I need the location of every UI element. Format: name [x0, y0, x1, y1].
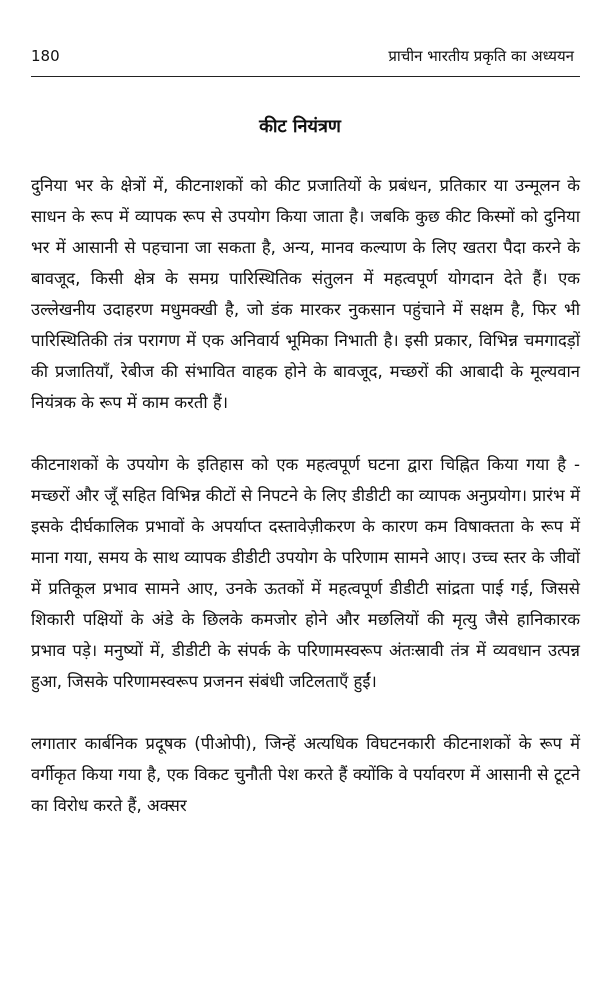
running-title: प्राचीन भारतीय प्रकृति का अध्ययन: [388, 47, 574, 65]
paragraph-1: दुनिया भर के क्षेत्रों में, कीटनाशकों को कीट प्रजातियों के प्रबंधन, प्रतिकार या उन्मूलन के साधन के रूप में व्यापक रूप से उपयोग किया जाता है। जबकि कुछ कीट किस्मों को दुनिया भर में आसानी से पहचाना जा सकता है, अन्य, मानव कल्याण के लिए खतरा पैदा करने के बावजूद, किसी क्षेत्र के समग्र पारिस्थितिक संतुलन में महत्वपूर्ण योगदान देते हैं। एक उल्लेखनीय उदाहरण मधुमक्खी है, जो डंक मारकर नुकसान पहुंचाने में सक्षम है, फिर भी पारिस्थितिकी तंत्र परागण में एक अनिवार्य भूमिका निभाती है। इसी प्रकार, विभिन्न चमगादड़ों की प्रजातियाँ, रेबीज की संभावित वाहक होने के बावजूद, मच्छरों की आबादी के मूल्यवान नियंत्रक के रूप में काम करती हैं।: [31, 176, 580, 412]
section-title: कीट नियंत्रण: [259, 116, 341, 137]
page-header: [31, 46, 574, 66]
paragraph-2: कीटनाशकों के उपयोग के इतिहास को एक महत्वपूर्ण घटना द्वारा चिह्नित किया गया है - मच्छरों और जूँ सहित विभिन्न कीटों से निपटने के लिए डीडीटी का व्यापक अनुप्रयोग। प्रारंभ में इसके दीर्घकालिक प्रभावों के अपर्याप्त दस्तावेज़ीकरण के कारण कम विषाक्तता के रूप में माना गया, समय के साथ व्यापक डीडीटी उपयोग के परिणाम सामने आए। उच्च स्तर के जीवों में प्रतिकूल प्रभाव सामने आए, उनके ऊतकों में महत्वपूर्ण डीडीटी सांद्रता पाई गई, जिससे शिकारी पक्षियों के अंडे के छिलके कमजोर होने और मछलियों की मृत्यु जैसे हानिकारक प्रभाव पड़े। मनुष्यों में, डीडीटी के संपर्क के परिणामस्वरूप अंतःस्रावी तंत्र में व्यवधान उत्पन्न हुआ, जिसके परिणामस्वरूप प्रजनन संबंधी जटिलताएँ हुईं।: [31, 455, 580, 691]
paragraph-3: लगातार कार्बनिक प्रदूषक (पीओपी), जिन्हें अत्यधिक विघटनकारी कीटनाशकों के रूप में वर्गीकृत किया गया है, एक विकट चुनौती पेश करते हैं क्योंकि वे पर्यावरण में आसानी से टूटने का विरोध करते हैं, अक्सर: [31, 734, 580, 815]
header-rule: [31, 76, 580, 77]
page-number: 180: [31, 47, 60, 65]
body-text: [31, 170, 580, 821]
